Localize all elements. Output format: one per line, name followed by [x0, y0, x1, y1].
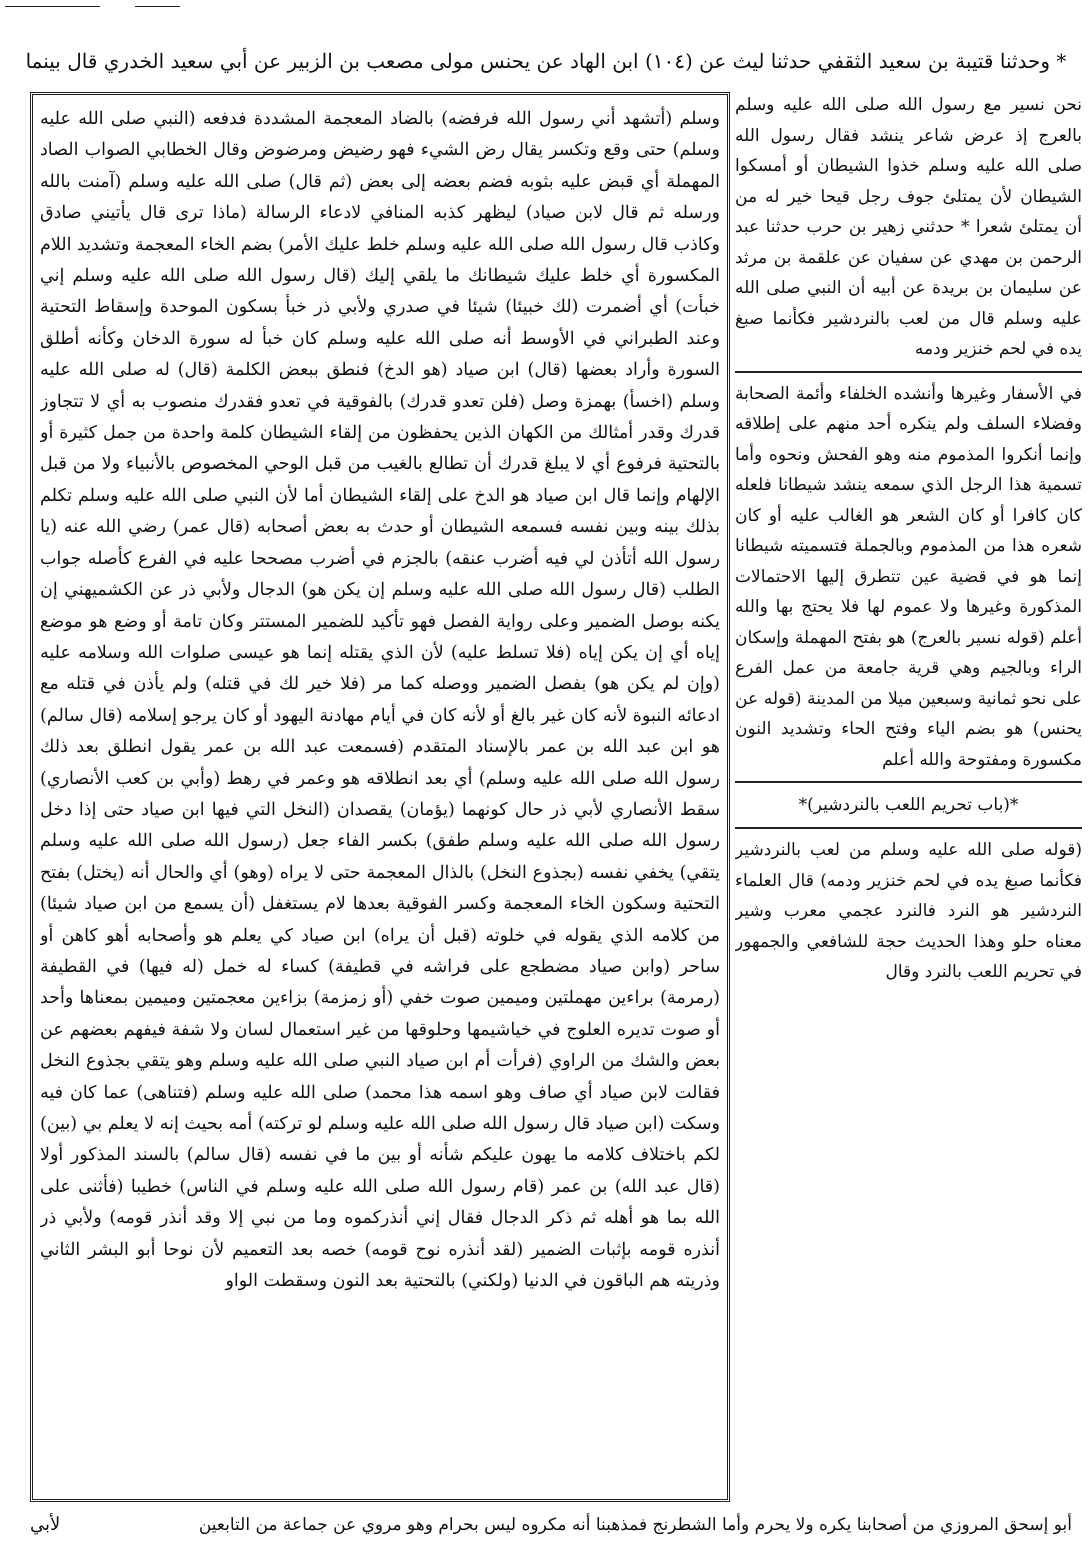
column-divider: [735, 371, 1082, 373]
section-divider-bottom: [735, 827, 1082, 829]
hadith-column: [735, 90, 1082, 1520]
side-commentary: في الأسفار وغيرها وأنشده الخلفاء وأئمة الصحابة وفضلاء السلف ولم ينكره أحد منهم على إطلاقه وإنما أنكروا المذموم منه وهو الفحش ونحوه وأما تسمية هذا الرجل الذي سمعه ينشد شيطانا فلعله كان كافرا أو كان الشعر هو الغالب عليه أو كان شعره هذا من المذموم وبالجملة فتسميته شيطانا إنما هو في قضية عين تتطرق إليها الاحتمالات المذكورة وغيرها ولا عموم لها فلا يحتج بها والله أعلم (قوله نسير بالعرج) هو بفتح المهملة وإسكان الراء وبالجيم وهي قرية جامعة من عمل الفرع على نحو ثمانية وسبعين ميلا من المدينة (قوله عن يحنس) هو بضم الياء وفتح الحاء وتشديد النون مكسورة ومفتوحة والله أعلم: [735, 383, 1082, 770]
running-head: * وحدثنا قتيبة بن سعيد الثقفي حدثنا ليث عن (١٠٤) ابن الهاد عن يحنس مولى مصعب بن الزبير عن أبي سعيد الخدري قال بينما: [25, 49, 1067, 73]
section-text: (قوله صلى الله عليه وسلم من لعب بالنردشير فكأنما صبغ يده في لحم خنزير ودمه) قال العلماء النردشير هو النرد فالنرد عجمي معرب وشير معناه حلو وهذا الحديث حجة للشافعي والجمهور في تحريم اللعب بالنرد وقال: [735, 840, 1082, 982]
section-divider-top: [735, 781, 1082, 783]
hadith-text: نحن نسير مع رسول الله صلى الله عليه وسلم بالعرج إذ عرض شاعر ينشد فقال رسول الله صلى الله عليه وسلم خذوا الشيطان أو أمسكوا الشيطان لأن يمتلئ جوف رجل قيحا خير له من أن يمتلئ شعرا * حدثني زهير بن حرب حدثنا عبد الرحمن بن مهدي عن سفيان عن علقمة بن مرثد عن سليمان بن بريدة عن أبيه أن النبي صلى الله عليه وسلم قال من لعب بالنردشير فكأنما صبغ يده في لحم خنزير ودمه: [735, 95, 1082, 359]
main-commentary: [40, 104, 720, 1494]
section-title: *(باب تحريم اللعب بالنردشير)*: [798, 795, 1019, 815]
top-rule-right: [135, 6, 180, 7]
main-paragraph: وسلم (أتشهد أني رسول الله فرفضه) بالضاد المعجمة المشددة فدفعه (النبي صلى الله عليه وسلم) حتى وقع وتكسر يقال رض الشيء فهو رضيض ومرضوض وقال الخطابي الصواب الصاد المهملة أي قبض عليه بثوبه فضم بعضه إلى بعض (ثم قال) صلى الله عليه وسلم (آمنت بالله ورسله ثم قال لابن صياد) ليظهر كذبه المنافي لادعاء الرسالة (ماذا ترى قال يأتيني صادق وكاذب قال رسول الله صلى الله عليه وسلم خلط عليك الأمر) بضم الخاء المعجمة وتشديد اللام المكسورة أي خلط عليك شيطانك ما يلقي إليك (قال رسول الله صلى الله عليه وسلم إني خبأت) أي أضمرت (لك خبيئا) شيئا في صدري ولأبي ذر خبأ بسكون الموحدة وإسقاط التحتية وعند الطبراني في الأوسط أنه صلى الله عليه وسلم كان خبأ له سورة الدخان وكأنه أطلق السورة وأراد بعضها (قال) ابن صياد (هو الدخ) فنطق ببعض الكلمة (قال) له صلى الله عليه وسلم (اخسأ) بهمزة وصل (فلن تعدو قدرك) بالفوقية في تعدو فقدرك منصوب به أي لا تتجاوز قدرك وقدر أمثالك من الكهان الذين يحفظون من إلقاء الشيطان كلمة واحدة من جمل كثيرة أو بالتحتية فرفوع أي لا يبلغ قدرك أن تطالع بالغيب من قبل الوحي المخصوص بالأنبياء ولا من قبل الإلهام وإنما قال ابن صياد هو الدخ على إلقاء الشيطان أما لأن النبي صلى الله عليه وسلم تكلم بذلك بينه وبين نفسه فسمعه الشيطان أو حدث به بعض أصحابه (قال عمر) رضي الله عنه (يا رسول الله أتأذن لي فيه أضرب عنقه) بالجزم في أضرب مصححا عليه في الفرع كأصله جواب الطلب (قال رسول الله صلى الله عليه وسلم إن يكن هو) الدجال ولأبي ذر عن الكشميهني إن يكنه بوصل الضمير وعلى رواية الفصل فهو تأكيد للضمير المستتر وكان تامة أو وضع هو موضع إياه أي إن يكن إياه (فلا تسلط عليه) لأن الذي يقتله إنما هو عيسى صلوات الله وسلامه عليه (وإن لم يكن هو) بفصل الضمير ووصله كما مر (فلا خير لك في قتله) ولم يأذن في قتله مع ادعائه النبوة لأنه كان غير بالغ أو لأنه كان في أيام مهادنة اليهود أو كان يرجو إسلامه (قال سالم) هو ابن عبد الله بن عمر بالإسناد المتقدم (فسمعت عبد الله بن عمر يقول انطلق بعد ذلك رسول الله صلى الله عليه وسلم) أي بعد انطلاقه هو وعمر في رهط (وأبي بن كعب الأنصاري) سقط الأنصاري لأبي ذر حال كونهما (يؤمان) يقصدان (النخل التي فيها ابن صياد حتى إذا دخل رسول الله صلى الله عليه وسلم طفق) بكسر الفاء جعل (رسول الله صلى الله عليه وسلم يتقي) يخفي نفسه (بجذوع النخل) بالذال المعجمة حتى لا يراه (وهو) أي والحال أنه (يختل) بفتح التحتية وسكون الخاء المعجمة وكسر الفوقية بعدها لام يستغفل (أن يسمع من ابن صياد شيئا) من كلامه الذي يقوله في خلوته (قبل أن يراه) ابن صياد كي يعلم هو وأصحابه أهو كاهن أو ساحر (وابن صياد مضطجع على فراشه في قطيفة) كساء له خمل (له فيها) في القطيفة (رمرمة) براءين مهملتين وميمين صوت خفي (أو زمزمة) بزاءين معجمتين وميمين بمعناها وأحد أو صوت تديره العلوج في خياشيمها وحلوقها من غير استعمال لسان ولا شفة فيفهم بعضهم عن بعض والشك من الراوي (فرأت أم ابن صياد النبي صلى الله عليه وسلم وهو يتقي بجذوع النخل فقالت لابن صياد أي صاف وهو اسمه هذا محمد) صلى الله عليه وسلم (فتناهى) عما كان فيه وسكت (ابن صياد قال رسول الله صلى الله عليه وسلم لو تركته) أمه بحيث إنه لا يعلم بي (بين) لكم باختلاف كلامه ما يهون عليكم شأنه أو بين ما في نفسه (قال سالم) بالسند المذكور أولا (قال عبد الله) بن عمر (قام رسول الله صلى الله عليه وسلم في الناس) خطيبا (فأثنى على الله بما هو أهله ثم ذكر الدجال فقال إني أنذركموه وما من نبي إلا وقد أنذر قومه) ولأبي ذر أنذره قومه بإثبات الضمير (لقد أنذره نوح قومه) خصه بعد التعميم لأن نوحا أبو البشر الثاني وذريته هم الباقون في الدنيا (ولكني) بالتحتية بعد النون وسقطت الواو: [40, 109, 720, 1292]
top-rule-left: [5, 6, 100, 7]
footer-line: أبو إسحق المروزي من أصحابنا يكره ولا يحرم وأما الشطرنج فمذهبنا أنه مكروه ليس بحرام وهو مروي عن جماعة من التابعين: [198, 1515, 1072, 1535]
catchword: لأبي: [30, 1514, 61, 1535]
